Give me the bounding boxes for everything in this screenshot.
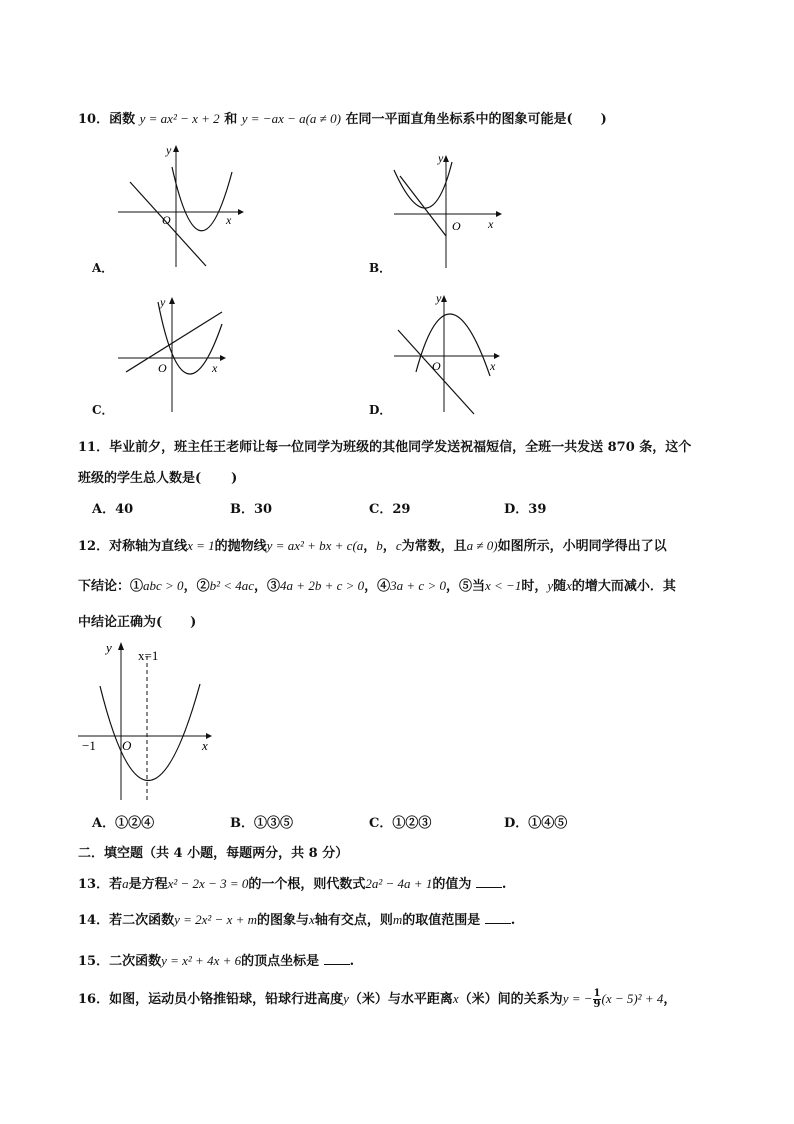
q10-option-a[interactable]: A． <box>92 261 114 275</box>
section-2-heading: 二．填空题（共 4 小题，每题两分，共 8 分） <box>78 846 349 861</box>
q16-function-prefix: y = − <box>562 991 593 1006</box>
q10d-y-label: y <box>436 291 442 305</box>
q12-conclusion-1: abc > 0 <box>143 578 184 593</box>
q12-l1-b: b <box>376 538 383 553</box>
q16-pre: 16．如图，运动员小铬推铅球，铅球行进高度 <box>78 992 344 1007</box>
q10-graph-b <box>390 150 510 272</box>
q10d-origin: O <box>432 359 441 373</box>
q12-l1-sep1: ， <box>363 539 377 554</box>
q15-pre: 15．二次函数 <box>78 954 162 969</box>
q10-mid: 和 <box>224 112 238 127</box>
q12-axis-of-symmetry-label: x=1 <box>138 648 159 663</box>
q12-l2-s6: 时， <box>521 579 548 594</box>
q14-answer-blank[interactable] <box>485 911 511 924</box>
q10b-origin: O <box>452 219 461 233</box>
q10c-origin: O <box>158 361 167 375</box>
question-10-stem <box>78 108 607 127</box>
q10-function-1: y = ax² − x + 2 <box>139 111 220 126</box>
q16-y: y <box>343 991 349 1006</box>
q11-line2 <box>78 467 237 486</box>
q10b-y-label: y <box>438 151 444 165</box>
q10-graph-d <box>390 290 510 416</box>
q16-end: ， <box>663 992 677 1007</box>
q13-expression: 2a² − 4a + 1 <box>365 876 433 891</box>
q15-answer-blank[interactable] <box>324 952 350 965</box>
q10a-y-label: y <box>166 143 172 157</box>
q10a-origin: O <box>162 213 171 227</box>
q14-function: y = 2x² − x + m <box>174 912 258 927</box>
q12-conclusion-4: 3a + c > 0 <box>390 578 446 593</box>
q14-end: . <box>510 913 516 928</box>
q12-conclusion-3: 4a + 2b + c > 0 <box>280 578 365 593</box>
q11-option-b[interactable]: B．30 <box>230 502 273 517</box>
q15-end: . <box>349 954 355 969</box>
q11-option-d[interactable]: D．39 <box>504 502 547 517</box>
q12-l1-pre: 12．对称轴为直线 <box>78 539 188 554</box>
q11-close: ) <box>231 471 238 486</box>
q16-mid2: （米）间的关系为 <box>458 992 563 1007</box>
q16-x: x <box>452 991 459 1006</box>
q12-line2 <box>78 575 676 594</box>
q10d-x-label: x <box>490 359 496 373</box>
q10-number: 10． <box>78 112 110 127</box>
q13 <box>78 873 506 892</box>
q12-l2-s3: ，③ <box>254 579 281 594</box>
q14-mid2: 轴有交点，则 <box>314 913 393 928</box>
q12-line3 <box>78 611 196 630</box>
q12-close: ) <box>190 615 197 630</box>
q12-l2-end: 的增大而减小．其 <box>571 579 676 594</box>
q16-fraction-numerator: 1 <box>593 988 601 999</box>
q10-graph-c <box>112 292 232 414</box>
q12-l1-sep2: ， <box>382 539 396 554</box>
q10-option-d[interactable]: D． <box>369 403 392 417</box>
q10-option-c[interactable]: C． <box>92 403 114 417</box>
q16-fraction-denominator: 9 <box>593 999 601 1010</box>
q14 <box>78 909 515 928</box>
q11-option-a[interactable]: A．40 <box>92 502 134 517</box>
q16 <box>78 988 676 1010</box>
q16-mid: （米）与水平距离 <box>348 992 453 1007</box>
q12-x-label: x <box>202 738 208 753</box>
q13-mid2: 的一个根，则代数式 <box>248 877 366 892</box>
q12-graph <box>76 636 226 802</box>
q13-equation: x² − 2x − 3 = 0 <box>167 876 249 891</box>
q15 <box>78 950 354 969</box>
q15-function: y = x² + 4x + 6 <box>161 953 242 968</box>
q14-post: 的取值范围是 <box>402 913 481 928</box>
q12-conclusion-2: b² < 4ac <box>209 578 255 593</box>
q12-l1-c: c <box>395 538 402 553</box>
q10a-x-label: x <box>226 213 232 227</box>
q12-option-a[interactable]: A．①②④ <box>92 816 155 831</box>
q11-line2-text: 班级的学生总人数是( <box>78 471 202 486</box>
q10c-y-label: y <box>160 295 166 309</box>
q10-pre: 函数 <box>109 112 136 127</box>
q12-l1-mid: 的抛物线 <box>214 539 267 554</box>
q10c-x-label: x <box>212 361 218 375</box>
q12-conclusion-5: x < −1 <box>485 578 522 593</box>
q12-l1-end: 如图所示，小明同学得出了以 <box>497 539 667 554</box>
q12-l2-x: x <box>566 578 572 593</box>
q12-option-b[interactable]: B．①③⑤ <box>230 816 293 831</box>
q12-option-c[interactable]: C．①②③ <box>369 816 432 831</box>
q12-l2-y: y <box>547 578 554 593</box>
q12-l2-pre: 下结论：① <box>78 579 144 594</box>
q13-post: 的值为 <box>432 877 472 892</box>
q10-graph-a <box>110 142 250 272</box>
q11-line1: 11．毕业前夕，班主任王老师让每一位同学为班级的其他同学发送祝福短信，全班一共发送 870 条，这个 <box>78 440 692 455</box>
q12-l2-s4: ，④ <box>364 579 391 594</box>
q14-m: m <box>392 912 403 927</box>
q12-option-d[interactable]: D．①④⑤ <box>504 816 568 831</box>
q14-pre: 14．若二次函数 <box>78 913 175 928</box>
q14-x: x <box>309 912 315 927</box>
q12-y-label: y <box>106 640 112 655</box>
q12-origin: O <box>122 738 132 753</box>
q10-close: ) <box>600 112 607 127</box>
q11-option-c[interactable]: C．29 <box>369 502 411 517</box>
q12-l1-eq: x = 1 <box>187 538 215 553</box>
q13-a: a <box>122 876 129 891</box>
q13-pre: 13．若 <box>78 877 123 892</box>
q12-line1 <box>78 535 667 554</box>
q16-function-suffix: (x − 5)² + 4 <box>601 991 664 1006</box>
q12-l1-post3: 为常数，且 <box>401 539 467 554</box>
q13-mid: 是方程 <box>128 877 168 892</box>
q10b-x-label: x <box>488 217 494 231</box>
q12-l2-s5: ，⑤当 <box>445 579 485 594</box>
q12-l2-s7: 随 <box>553 579 567 594</box>
q13-answer-blank[interactable] <box>476 875 502 888</box>
q15-post: 的顶点坐标是 <box>241 954 320 969</box>
q10-post: 在同一平面直角坐标系中的图象可能是( <box>345 112 573 127</box>
q12-l1-cond: a ≠ 0) <box>466 538 498 553</box>
q12-neg-one: −1 <box>82 738 96 753</box>
q12-line3-text: 中结论正确为( <box>78 615 163 630</box>
q10-function-2: y = −ax − a(a ≠ 0) <box>241 111 341 126</box>
q12-l2-s2: ，② <box>183 579 210 594</box>
q14-mid: 的图象与 <box>257 913 310 928</box>
q13-end: . <box>501 877 507 892</box>
q12-l1-function: y = ax² + bx + c(a <box>266 538 364 553</box>
q10-option-b[interactable]: B． <box>369 261 392 275</box>
